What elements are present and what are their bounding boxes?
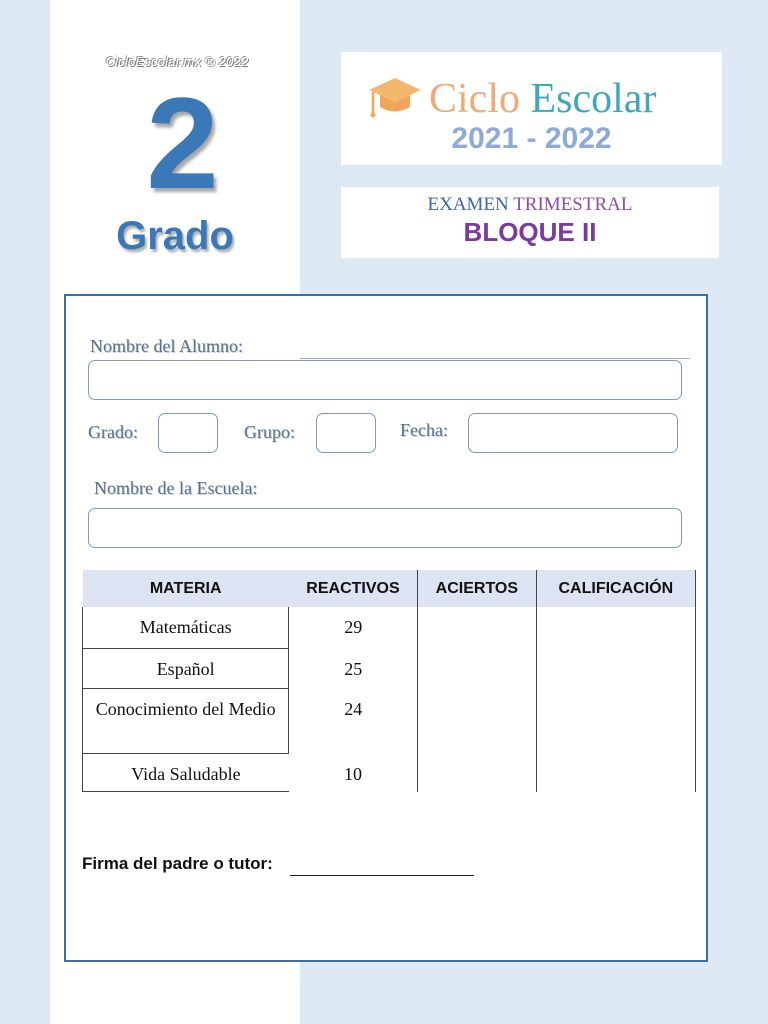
score-cell[interactable] (536, 607, 695, 649)
header-calificacion: CALIFICACIÓN (536, 570, 695, 607)
brand-word-escolar: Escolar (530, 76, 657, 122)
graduation-cap-icon (367, 74, 423, 122)
date-field-label: Fecha: (400, 420, 448, 440)
subject-cell: Vida Saludable (83, 754, 289, 792)
student-name-field[interactable] (88, 360, 682, 400)
school-name-label: Nombre de la Escuela: (94, 478, 258, 498)
items-cell: 25 (344, 658, 363, 679)
copyright-text: CicloEscolar.mx ® 2022 (105, 54, 249, 69)
student-name-rule (300, 358, 690, 359)
items-cell: 24 (344, 698, 363, 719)
table-row (83, 754, 696, 792)
logo-box (341, 52, 722, 165)
correct-cell[interactable] (418, 649, 537, 689)
score-cell[interactable] (536, 689, 695, 754)
header-materia: MATERIA (83, 570, 289, 607)
brand-name (429, 74, 656, 124)
grade-field-label: Grado: (88, 422, 138, 442)
header-aciertos: ACIERTOS (418, 570, 537, 607)
brand-word-ciclo: Ciclo (429, 76, 520, 122)
grade-label: Grado (116, 214, 234, 258)
bottom-white-strip (50, 975, 300, 1024)
grade-number: 2 (146, 70, 219, 216)
exam-title-word1: EXAMEN (427, 194, 509, 215)
exam-box (341, 187, 719, 258)
subject-cell: Matemáticas (83, 607, 289, 649)
correct-cell[interactable] (418, 689, 537, 754)
group-field-label: Grupo: (244, 422, 295, 442)
date-field[interactable] (468, 413, 678, 453)
grade-field[interactable] (158, 413, 218, 453)
table-row (83, 689, 696, 754)
header-reactivos: REACTIVOS (289, 570, 418, 607)
subjects-table (82, 570, 696, 792)
school-name-field[interactable] (88, 508, 682, 548)
table-row (83, 607, 696, 649)
table-row (83, 649, 696, 689)
signature-label: Firma del padre o tutor: (82, 854, 273, 873)
exam-block: BLOQUE II (463, 217, 597, 247)
correct-cell[interactable] (418, 754, 537, 792)
items-cell: 10 (343, 763, 362, 784)
score-cell[interactable] (536, 754, 695, 792)
items-cell: 29 (344, 617, 363, 637)
student-card (64, 294, 708, 962)
signature-line[interactable] (290, 875, 474, 876)
correct-cell[interactable] (418, 607, 537, 649)
score-cell[interactable] (536, 649, 695, 689)
group-field[interactable] (316, 413, 376, 453)
subject-cell: Español (83, 649, 289, 689)
table-header-row (83, 570, 696, 607)
subject-cell: Conocimiento del Medio (83, 689, 289, 754)
exam-title-word2: TRIMESTRAL (513, 194, 633, 215)
exam-title (341, 194, 719, 216)
student-name-label: Nombre del Alumno: (90, 336, 243, 356)
school-year: 2021 - 2022 (451, 122, 612, 155)
